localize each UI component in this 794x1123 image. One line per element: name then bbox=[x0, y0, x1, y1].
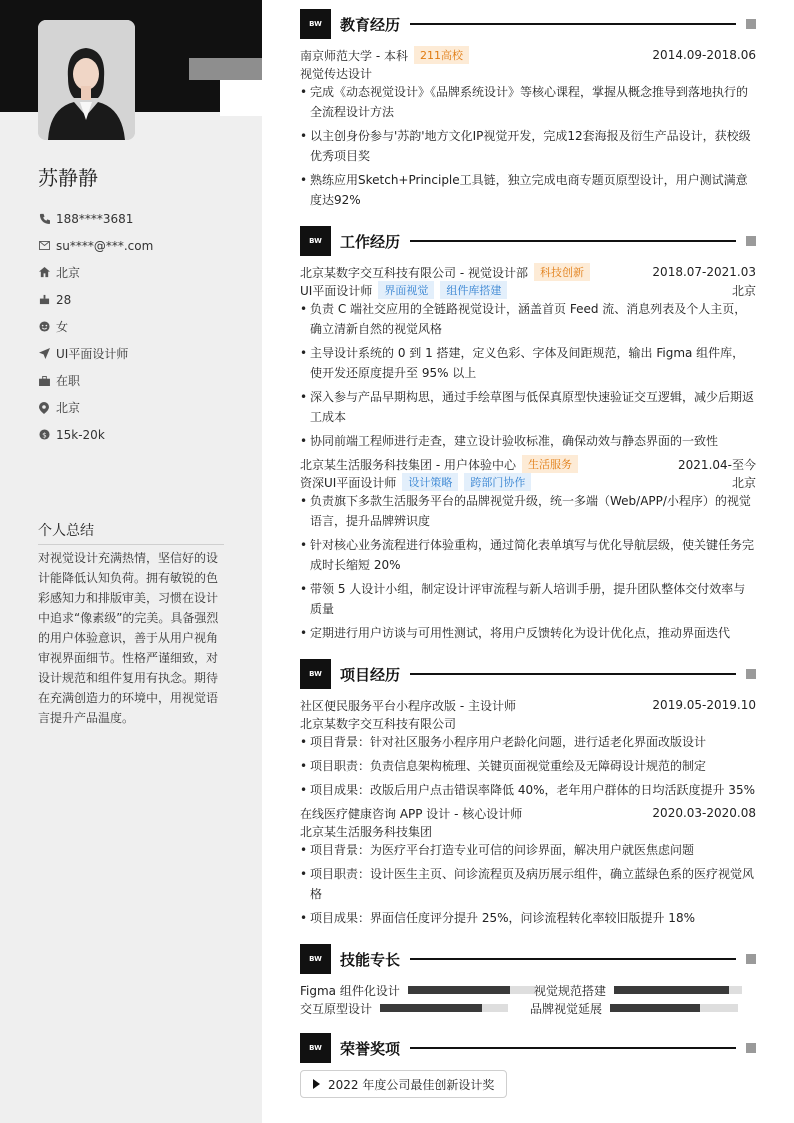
skill-name: 视觉规范搭建 bbox=[534, 983, 607, 998]
skill-item bbox=[300, 1000, 508, 1016]
education-row bbox=[300, 46, 756, 64]
contact-value: su****@***.com bbox=[56, 238, 154, 253]
contact-value: 北京 bbox=[56, 401, 81, 415]
contact-value: 28 bbox=[56, 292, 72, 307]
skill-name: 交互原型设计 bbox=[300, 1001, 373, 1016]
section-title: 荣誉奖项 bbox=[340, 1039, 401, 1058]
project-company-row bbox=[300, 714, 756, 732]
section-marker bbox=[746, 669, 756, 679]
job-city: 北京 bbox=[731, 475, 756, 490]
section-badge: BW bbox=[300, 944, 331, 974]
list-item: • 项目成果：改版后用户点击错误率降低 40%，老年用户群体的日均活跃度提升 35% bbox=[300, 780, 756, 800]
play-icon bbox=[313, 1079, 320, 1089]
major-row bbox=[300, 64, 756, 82]
sidebar bbox=[0, 0, 262, 1123]
project-header bbox=[300, 804, 756, 822]
decorative-bar bbox=[189, 58, 262, 80]
job-tag: 生活服务 bbox=[522, 455, 578, 473]
project-header bbox=[300, 696, 756, 714]
list-item: • 深入参与产品早期构思，通过手绘草图与低保真原型快速验证交互逻辑，减少后期返工成本 bbox=[300, 387, 756, 427]
contact-value: 北京 bbox=[56, 266, 81, 280]
person-icon bbox=[38, 321, 50, 333]
summary-title: 个人总结 bbox=[38, 520, 224, 545]
contact-location bbox=[38, 394, 238, 421]
decorative-box bbox=[220, 80, 262, 116]
home-icon bbox=[38, 267, 50, 279]
phone-icon bbox=[38, 213, 50, 225]
school-name: 南京师范大学 - 本科 bbox=[300, 48, 408, 63]
section-header-work bbox=[300, 226, 756, 256]
list-item: • 项目职责：负责信息架构梳理、关键页面视觉重绘及无障碍设计规范的制定 bbox=[300, 756, 756, 776]
skill-bar bbox=[408, 986, 536, 994]
list-item: • 针对核心业务流程进行体验重构，通过简化表单填写与优化导航层级，使关键任务完成时长缩短 20% bbox=[300, 535, 756, 575]
skill-name: 品牌视觉延展 bbox=[530, 1001, 603, 1016]
contact-value: 在职 bbox=[56, 374, 81, 388]
section-badge: BW bbox=[300, 1033, 331, 1063]
project-date: 2020.03-2020.08 bbox=[652, 806, 756, 820]
job-header bbox=[300, 263, 756, 281]
candidate-name: 苏静静 bbox=[38, 166, 98, 190]
section-divider bbox=[410, 23, 736, 25]
section-header-projects bbox=[300, 659, 756, 689]
section-divider bbox=[410, 958, 736, 960]
list-item: • 负责 C 端社交应用的全链路视觉设计，涵盖首页 Feed 流、消息列表及个人主页，确立清新自然的视觉风格 bbox=[300, 299, 756, 339]
section-title: 工作经历 bbox=[340, 232, 401, 251]
contact-home bbox=[38, 259, 238, 286]
job-role-row bbox=[300, 281, 756, 299]
contact-email bbox=[38, 232, 238, 259]
job-role-row bbox=[300, 473, 756, 491]
contact-value: 15k-20k bbox=[56, 427, 105, 442]
job-date: 2018.07-2021.03 bbox=[652, 265, 756, 279]
skill-item bbox=[530, 1000, 738, 1016]
list-item: • 完成《动态视觉设计》《品牌系统设计》等核心课程，掌握从概念推导到落地执行的全流程设计方法 bbox=[300, 82, 756, 122]
section-header-education bbox=[300, 9, 756, 39]
contact-value: 女 bbox=[56, 320, 69, 334]
section-title: 教育经历 bbox=[340, 15, 401, 34]
contact-phone bbox=[38, 205, 238, 232]
list-item: • 协同前端工程师进行走查，建立设计验收标准，确保动效与静态界面的一致性 bbox=[300, 431, 756, 451]
list-item: • 项目职责：设计医生主页、问诊流程页及病历展示组件，确立蓝绿色系的医疗视觉风格 bbox=[300, 864, 756, 904]
skill-bar bbox=[380, 1004, 508, 1012]
skill-tag: 组件库搭建 bbox=[440, 281, 507, 299]
cake-icon bbox=[38, 294, 50, 306]
skill-bar bbox=[610, 1004, 738, 1012]
section-badge: BW bbox=[300, 226, 331, 256]
job-city: 北京 bbox=[731, 283, 756, 298]
job-company: 北京某数字交互科技有限公司 - 视觉设计部 bbox=[300, 265, 528, 280]
section-marker bbox=[746, 1043, 756, 1053]
project-date: 2019.05-2019.10 bbox=[652, 698, 756, 712]
section-header-skills bbox=[300, 944, 756, 974]
money-icon bbox=[38, 429, 50, 441]
skill-item bbox=[300, 982, 536, 998]
list-item: • 以主创身份参与'苏韵'地方文化IP视觉开发，完成12套海报及衍生产品设计，获校级优秀项目奖 bbox=[300, 126, 756, 166]
education-date: 2014.09-2018.06 bbox=[652, 48, 756, 62]
job-date: 2021.04-至今 bbox=[678, 457, 756, 472]
list-item: • 定期进行用户访谈与可用性测试，将用户反馈转化为设计优化点，推动界面迭代 bbox=[300, 623, 756, 643]
section-divider bbox=[410, 1047, 736, 1049]
list-item: • 熟练应用Sketch+Principle工具链，独立完成电商专题页原型设计，用户测试满意度达92% bbox=[300, 170, 756, 210]
skill-item bbox=[534, 982, 742, 998]
contact-value: UI平面设计师 bbox=[56, 347, 129, 361]
section-badge: BW bbox=[300, 659, 331, 689]
list-item: • 项目成果：界面信任度评分提升 25%，问诊流程转化率较旧版提升 18% bbox=[300, 908, 756, 928]
contact-list bbox=[38, 205, 238, 448]
skill-tag: 跨部门协作 bbox=[464, 473, 531, 491]
award-label: 2022 年度公司最佳创新设计奖 bbox=[328, 1077, 495, 1092]
svg-text:$: $ bbox=[41, 430, 47, 440]
section-divider bbox=[410, 673, 736, 675]
location-icon bbox=[38, 402, 50, 414]
skill-bar bbox=[614, 986, 742, 994]
list-item: • 带领 5 人设计小组，制定设计评审流程与新人培训手册，提升团队整体交付效率与质量 bbox=[300, 579, 756, 619]
section-badge: BW bbox=[300, 9, 331, 39]
award-item bbox=[300, 1070, 507, 1098]
list-item: • 项目背景：针对社区服务小程序用户老龄化问题，进行适老化界面改版设计 bbox=[300, 732, 756, 752]
section-marker bbox=[746, 954, 756, 964]
major: 视觉传达设计 bbox=[300, 66, 373, 81]
summary-text: 对视觉设计充满热情，坚信好的设计能降低认知负荷。拥有敏锐的色彩感知力和排版审美，习惯在设计中追求“像素级”的完美。具备强烈的用户体验意识，善于从用户视角审视界面细节。性格严谨细致，对设计规范和组件复用有执念。期待在充满创造力的环境中，用视觉语言提升产品温度。 bbox=[38, 551, 219, 725]
project-company: 北京某数字交互科技有限公司 bbox=[300, 716, 457, 731]
section-marker bbox=[746, 19, 756, 29]
section-divider bbox=[410, 240, 736, 242]
section-title: 技能专长 bbox=[340, 950, 401, 969]
contact-status bbox=[38, 367, 238, 394]
skill-bar-fill bbox=[614, 986, 729, 994]
job-header bbox=[300, 455, 756, 473]
contact-age bbox=[38, 286, 238, 313]
job-tag: 科技创新 bbox=[534, 263, 590, 281]
list-item: • 项目背景：为医疗平台打造专业可信的问诊界面，解决用户就医焦虑问题 bbox=[300, 840, 756, 860]
job-role: 资深UI平面设计师 bbox=[300, 475, 397, 490]
skill-name: Figma 组件化设计 bbox=[300, 983, 400, 998]
project-company: 北京某生活服务科技集团 bbox=[300, 824, 433, 839]
skill-tag: 设计策略 bbox=[402, 473, 458, 491]
section-title: 项目经历 bbox=[340, 665, 401, 684]
project-company-row bbox=[300, 822, 756, 840]
school-tag: 211高校 bbox=[414, 46, 469, 64]
contact-value: 188****3681 bbox=[56, 211, 134, 226]
mail-icon bbox=[38, 240, 50, 252]
list-item: • 负责旗下多款生活服务平台的品牌视觉升级，统一多端（Web/APP/小程序）的视觉语言，提升品牌辨识度 bbox=[300, 491, 756, 531]
job-company: 北京某生活服务科技集团 - 用户体验中心 bbox=[300, 457, 516, 472]
section-marker bbox=[746, 236, 756, 246]
project-name: 社区便民服务平台小程序改版 - 主设计师 bbox=[300, 698, 516, 713]
contact-position bbox=[38, 340, 238, 367]
send-icon bbox=[38, 348, 50, 360]
skill-tag: 界面视觉 bbox=[378, 281, 434, 299]
skill-bar-fill bbox=[408, 986, 510, 994]
contact-salary bbox=[38, 421, 238, 448]
avatar bbox=[38, 20, 135, 140]
skill-bar-fill bbox=[380, 1004, 482, 1012]
briefcase-icon bbox=[38, 375, 50, 387]
contact-gender bbox=[38, 313, 238, 340]
section-header-honors bbox=[300, 1033, 756, 1063]
project-name: 在线医疗健康咨询 APP 设计 - 核心设计师 bbox=[300, 806, 523, 821]
skill-bar-fill bbox=[610, 1004, 700, 1012]
list-item: • 主导设计系统的 0 到 1 搭建，定义色彩、字体及间距规范，输出 Figma 组件库，使开发还原度提升至 95% 以上 bbox=[300, 343, 756, 383]
job-role: UI平面设计师 bbox=[300, 283, 373, 298]
